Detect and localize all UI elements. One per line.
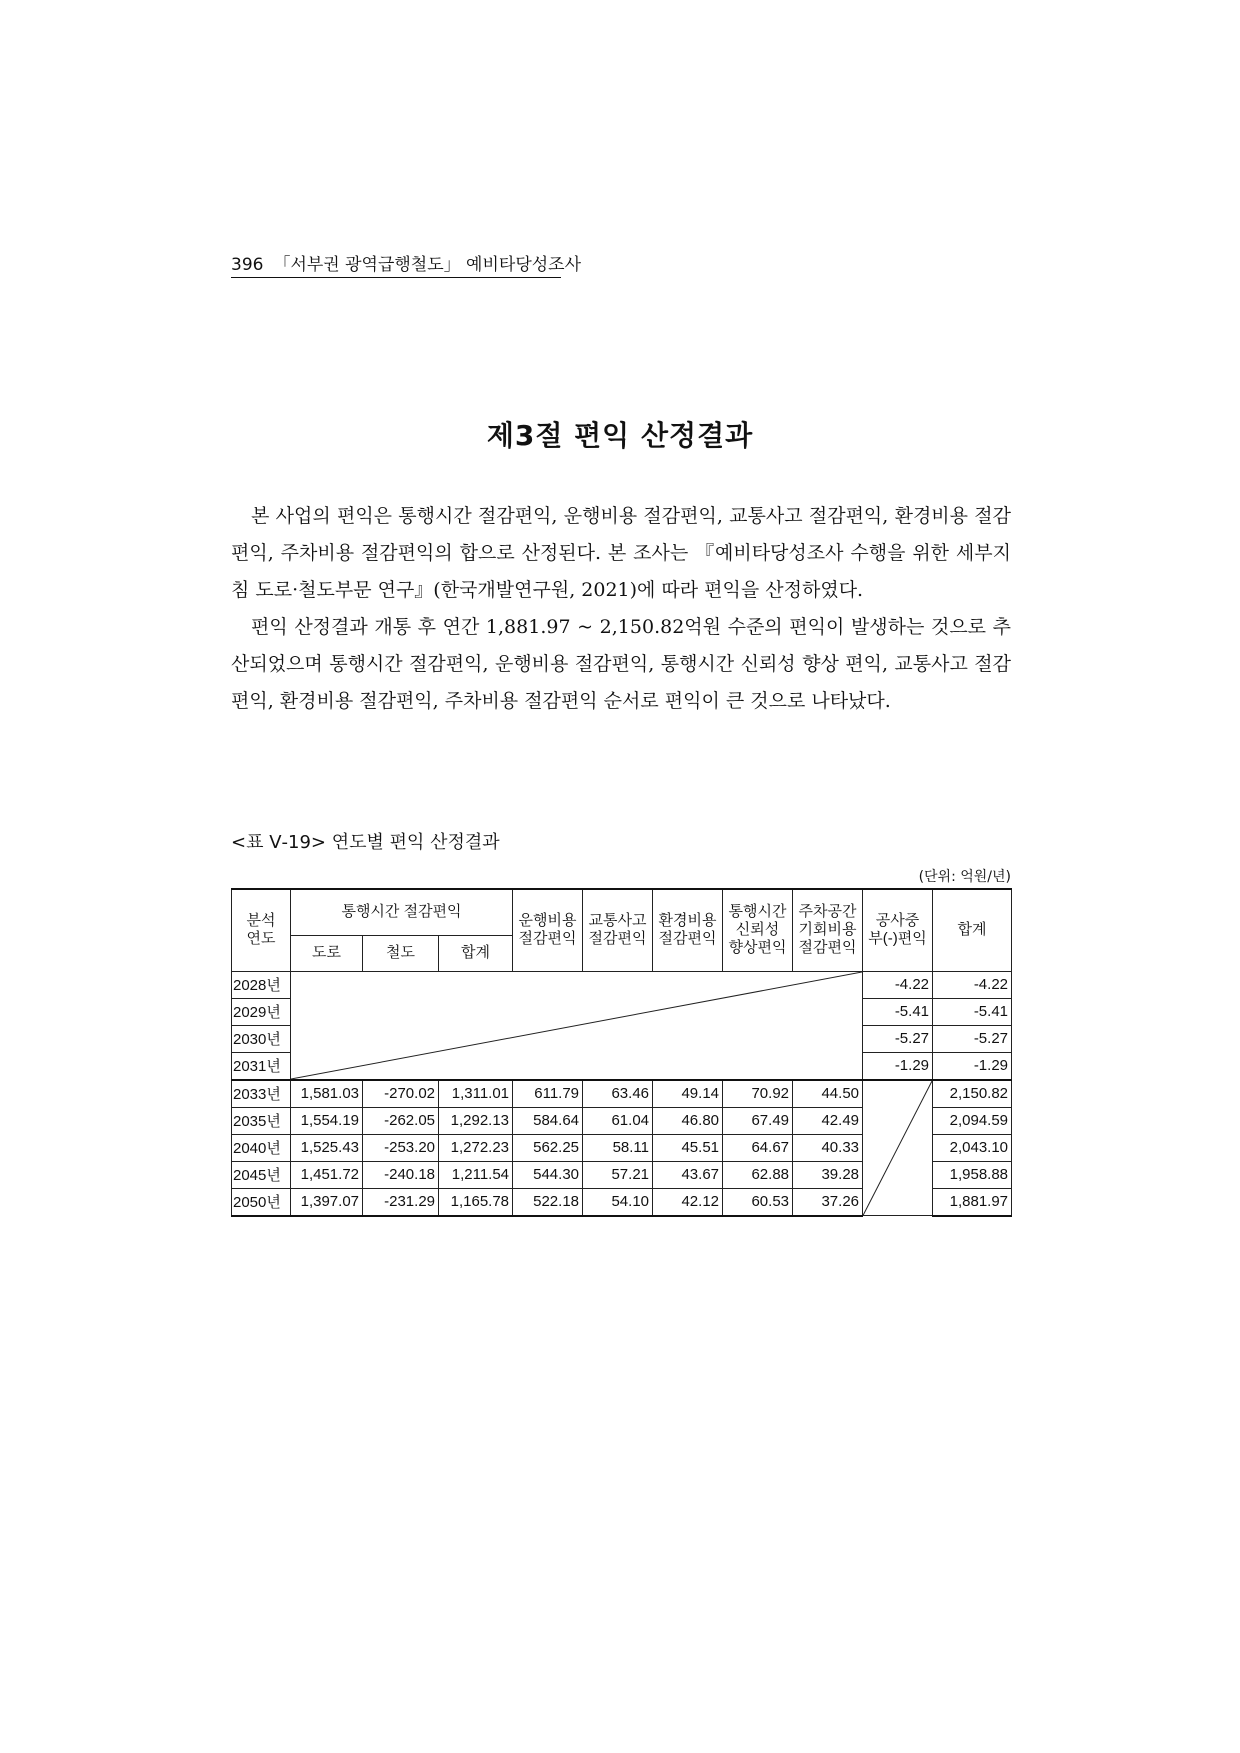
header-construction: 공사중 부(-)편익 <box>863 889 933 971</box>
cell-reliability: 62.88 <box>723 1161 793 1188</box>
cell-environment: 46.80 <box>653 1107 723 1134</box>
cell-year: 2035년 <box>232 1107 291 1134</box>
benefit-table <box>231 888 1012 1217</box>
cell-construction: -4.22 <box>863 971 933 998</box>
cell-total: 2,043.10 <box>933 1134 1012 1161</box>
cell-year: 2033년 <box>232 1080 291 1108</box>
header-travel-time-group: 통행시간 절감편익 <box>291 889 513 935</box>
cell-rail: -253.20 <box>363 1134 439 1161</box>
table-unit: (단위: 억원/년) <box>918 869 1011 885</box>
cell-environment: 43.67 <box>653 1161 723 1188</box>
diagonal-line <box>291 972 862 1079</box>
table-row <box>232 971 1012 998</box>
header-road: 도로 <box>291 935 363 971</box>
cell-reliability: 67.49 <box>723 1107 793 1134</box>
cell-year: 2040년 <box>232 1134 291 1161</box>
paragraph: 편익 산정결과 개통 후 연간 1,881.97 ~ 2,150.82억원 수준의 편익이 발생하는 것으로 추산되었으며 통행시간 절감편익, 운행비용 절감편익, 통행시간 신뢰성 향상 편익, 교통사고 절감편익, 환경비용 절감편익, 주차비용 절감편익 순서로 편익이 큰 것으로 나타났다. <box>231 616 1011 712</box>
table-caption: <표 Ⅴ-19> 연도별 편익 산정결과 <box>231 832 500 853</box>
page-number: 396 <box>231 255 264 275</box>
header-accident: 교통사고 절감편익 <box>583 889 653 971</box>
header-parking: 주차공간 기회비용 절감편익 <box>793 889 863 971</box>
cell-parking: 37.26 <box>793 1188 863 1216</box>
benefit-table-container <box>231 888 1011 1217</box>
cell-total: -4.22 <box>933 971 1012 998</box>
cell-subtotal: 1,211.54 <box>439 1161 513 1188</box>
diagonal-line <box>863 1081 932 1216</box>
running-header <box>231 250 582 278</box>
header-year: 분석 연도 <box>232 889 291 971</box>
cell-operating: 562.25 <box>513 1134 583 1161</box>
header-total: 합계 <box>933 889 1012 971</box>
cell-year: 2030년 <box>232 1025 291 1052</box>
cell-reliability: 70.92 <box>723 1080 793 1108</box>
cell-operating: 544.30 <box>513 1161 583 1188</box>
cell-operating: 584.64 <box>513 1107 583 1134</box>
cell-year: 2029년 <box>232 998 291 1025</box>
cell-parking: 40.33 <box>793 1134 863 1161</box>
cell-road: 1,397.07 <box>291 1188 363 1216</box>
cell-environment: 49.14 <box>653 1080 723 1108</box>
empty-diagonal-cell <box>863 1080 933 1216</box>
cell-construction: -5.41 <box>863 998 933 1025</box>
cell-total: -5.27 <box>933 1025 1012 1052</box>
cell-parking: 42.49 <box>793 1107 863 1134</box>
table-row <box>232 1080 1012 1108</box>
table-body <box>232 971 1012 1216</box>
body-text <box>231 498 1011 720</box>
cell-total: -5.41 <box>933 998 1012 1025</box>
cell-year: 2028년 <box>232 971 291 998</box>
cell-rail: -262.05 <box>363 1107 439 1134</box>
cell-total: 2,094.59 <box>933 1107 1012 1134</box>
cell-subtotal: 1,272.23 <box>439 1134 513 1161</box>
cell-accident: 58.11 <box>583 1134 653 1161</box>
table-header <box>232 889 1012 971</box>
cell-construction: -1.29 <box>863 1052 933 1080</box>
empty-diagonal-cell <box>291 971 863 1080</box>
cell-environment: 42.12 <box>653 1188 723 1216</box>
cell-rail: -231.29 <box>363 1188 439 1216</box>
header-environment: 환경비용 절감편익 <box>653 889 723 971</box>
header-subtotal: 합계 <box>439 935 513 971</box>
paragraph: 본 사업의 편익은 통행시간 절감편익, 운행비용 절감편익, 교통사고 절감편익, 환경비용 절감편익, 주차비용 절감편익의 합으로 산정된다. 본 조사는 『예비타당성조사 수행을 위한 세부지침 도로·철도부문 연구』(한국개발연구원, 2021)에 따라 편익을 산정하였다. <box>231 505 1011 601</box>
cell-subtotal: 1,165.78 <box>439 1188 513 1216</box>
section-title: 제3절 편익 산정결과 <box>486 419 754 452</box>
header-rail: 철도 <box>363 935 439 971</box>
cell-year: 2050년 <box>232 1188 291 1216</box>
cell-environment: 45.51 <box>653 1134 723 1161</box>
cell-subtotal: 1,292.13 <box>439 1107 513 1134</box>
cell-parking: 39.28 <box>793 1161 863 1188</box>
cell-total: 1,881.97 <box>933 1188 1012 1216</box>
cell-road: 1,451.72 <box>291 1161 363 1188</box>
cell-road: 1,525.43 <box>291 1134 363 1161</box>
cell-year: 2045년 <box>232 1161 291 1188</box>
cell-total: 2,150.82 <box>933 1080 1012 1108</box>
book-title: 「서부권 광역급행철도」 예비타당성조사 <box>273 255 582 275</box>
cell-accident: 54.10 <box>583 1188 653 1216</box>
cell-construction: -5.27 <box>863 1025 933 1052</box>
header-reliability: 통행시간 신뢰성 향상편익 <box>723 889 793 971</box>
cell-operating: 522.18 <box>513 1188 583 1216</box>
cell-total: 1,958.88 <box>933 1161 1012 1188</box>
cell-rail: -270.02 <box>363 1080 439 1108</box>
cell-reliability: 64.67 <box>723 1134 793 1161</box>
cell-parking: 44.50 <box>793 1080 863 1108</box>
cell-reliability: 60.53 <box>723 1188 793 1216</box>
cell-accident: 63.46 <box>583 1080 653 1108</box>
cell-year: 2031년 <box>232 1052 291 1080</box>
cell-total: -1.29 <box>933 1052 1012 1080</box>
cell-operating: 611.79 <box>513 1080 583 1108</box>
header-operating: 운행비용 절감편익 <box>513 889 583 971</box>
cell-road: 1,581.03 <box>291 1080 363 1108</box>
cell-rail: -240.18 <box>363 1161 439 1188</box>
cell-accident: 57.21 <box>583 1161 653 1188</box>
cell-subtotal: 1,311.01 <box>439 1080 513 1108</box>
cell-accident: 61.04 <box>583 1107 653 1134</box>
cell-road: 1,554.19 <box>291 1107 363 1134</box>
